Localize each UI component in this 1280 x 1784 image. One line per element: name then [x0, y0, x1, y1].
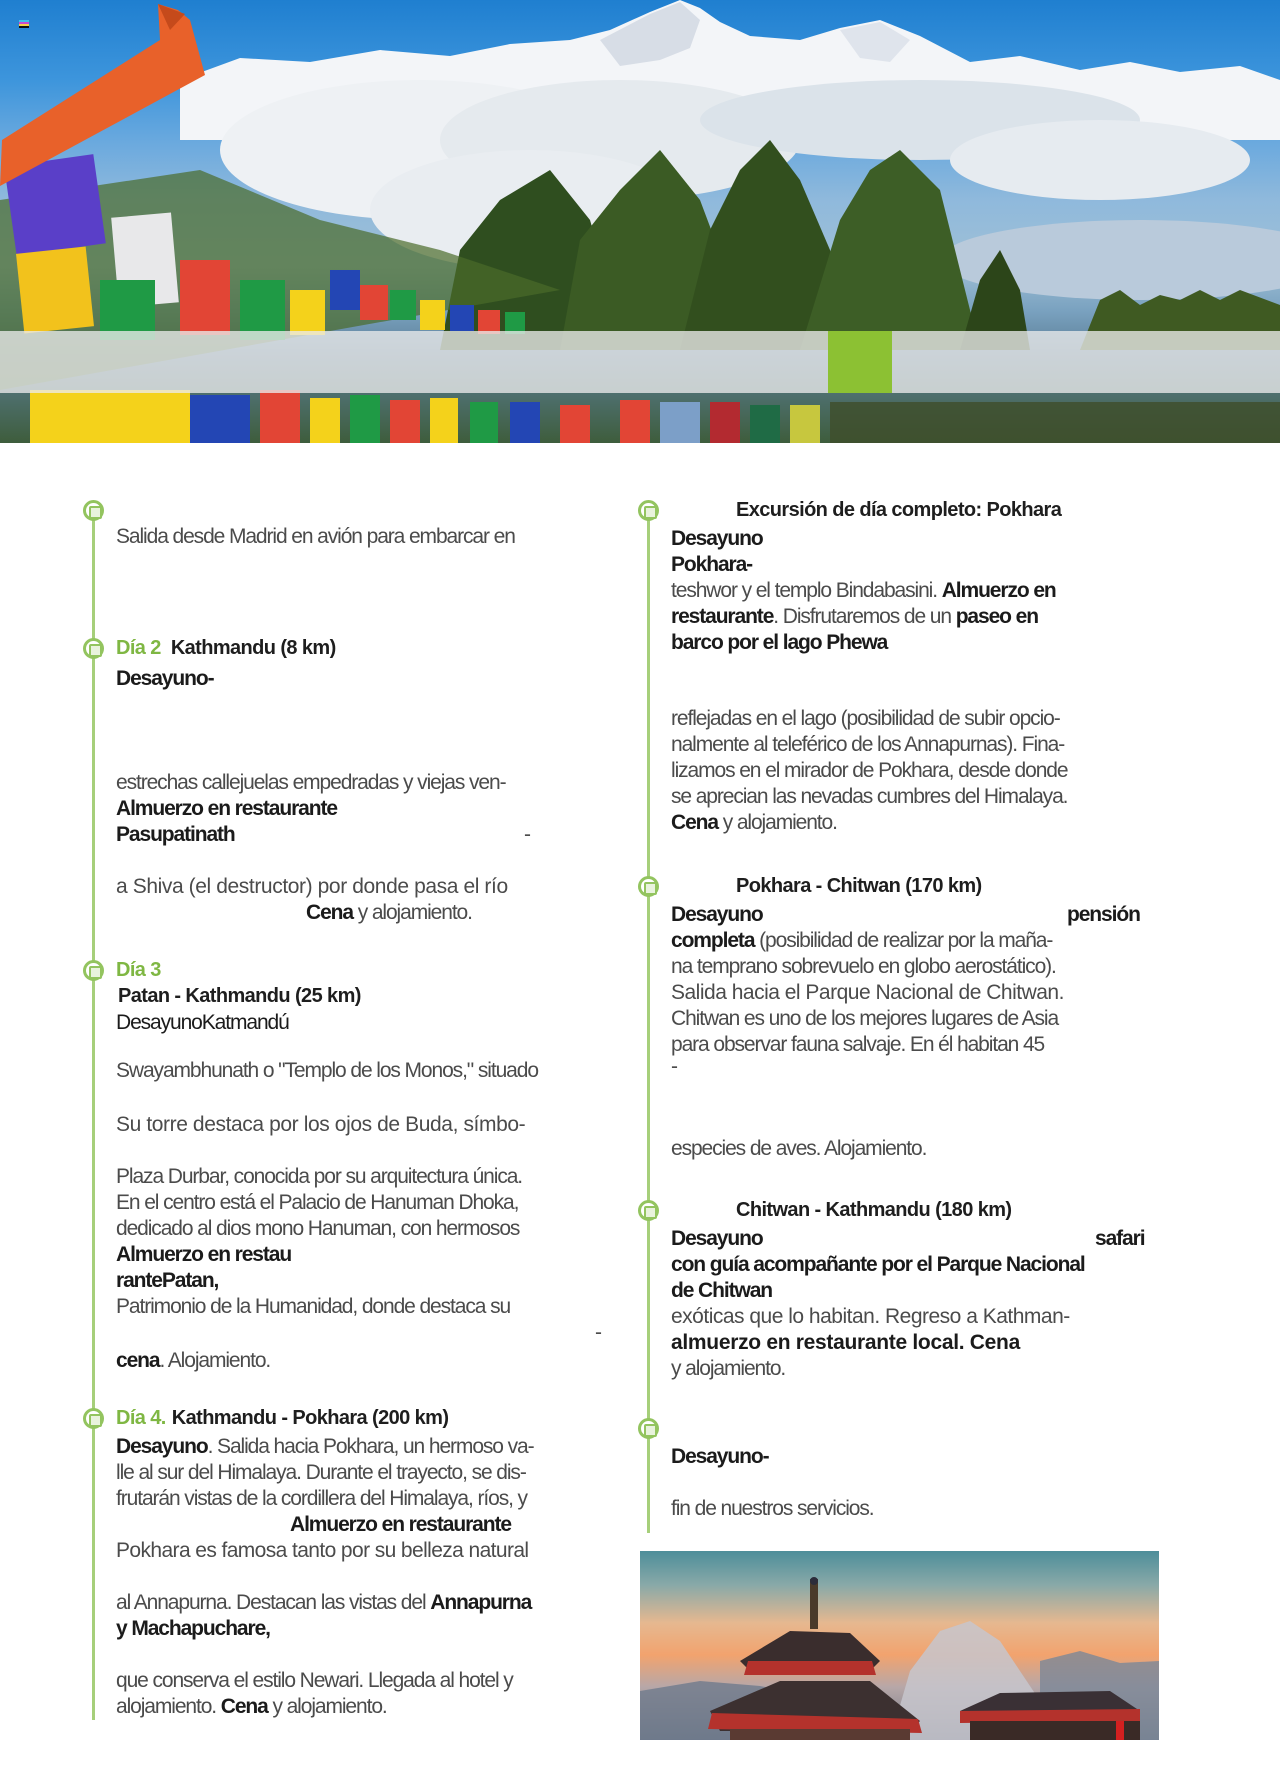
timeline-node-icon	[83, 638, 104, 659]
day2-line: Desayuno-	[116, 667, 214, 690]
day7-line: y alojamiento.	[671, 1357, 786, 1380]
day8-line: Desayuno-	[671, 1445, 769, 1468]
hero-image	[0, 0, 1280, 443]
day3-line: Su torre destaca por los ojos de Buda, símbo-	[116, 1113, 526, 1136]
temple-photo	[640, 1551, 1159, 1740]
day3-label-row	[116, 957, 171, 983]
day2-line: estrechas callejuelas empedradas y viejas ven-	[116, 771, 506, 794]
timeline-node-icon	[638, 1200, 659, 1221]
day5-text: teshwor y el templo Bindabasini.	[671, 579, 942, 602]
timeline-node-icon	[83, 500, 104, 521]
day6-line: -	[671, 1055, 677, 1078]
day4-line: que conserva el estilo Newari. Llegada al hotel y	[116, 1669, 513, 1692]
day5-line: Desayuno	[671, 527, 763, 550]
day5-line: barco por el lago Phewa	[671, 631, 888, 654]
timeline-rail	[647, 510, 650, 1533]
alojamiento-text: y alojamiento.	[267, 1695, 387, 1718]
day3-line: Patrimonio de la Humanidad, donde destaca su	[116, 1295, 511, 1318]
day6-title: Pokhara - Chitwan (170 km)	[736, 875, 982, 897]
alojamiento-text: alojamiento.	[116, 1695, 221, 1718]
day7-title: Chitwan - Kathmandu (180 km)	[736, 1199, 1012, 1221]
temple-graphic	[640, 1551, 1159, 1740]
desayuno-label: Desayuno	[116, 1011, 202, 1034]
day4-line: lle al sur del Himalaya. Durante el trayecto, se dis-	[116, 1461, 526, 1484]
day5-line	[671, 810, 837, 836]
day3-line: dedicado al dios mono Hanuman, con hermosos	[116, 1217, 520, 1240]
day7-line: de Chitwan	[671, 1279, 773, 1302]
restaurante-label: restaurante	[671, 605, 774, 628]
day2-title: Kathmandu (8 km)	[170, 637, 336, 659]
itinerary-right-column	[647, 490, 1167, 1525]
day2-line: -	[524, 823, 530, 846]
day3-line: -	[595, 1321, 601, 1344]
paseo-label: paseo en	[955, 605, 1038, 628]
day5-line	[671, 578, 1056, 604]
day4-text: al Annapurna. Destacan las vistas del	[116, 1591, 431, 1614]
day3-line: En el centro está el Palacio de Hanuman Dhoka,	[116, 1191, 519, 1214]
day4-heading	[116, 1405, 448, 1431]
day7-line: con guía acompañante por el Parque Nacional	[671, 1253, 1085, 1276]
timeline-node-icon	[638, 876, 659, 897]
day5-text: . Disfrutaremos de un	[773, 605, 956, 628]
day3-title: Patan - Kathmandu (25 km)	[118, 985, 361, 1007]
day3-line	[116, 1010, 289, 1036]
day3-line: Plaza Durbar, conocida por su arquitectura única.	[116, 1165, 523, 1188]
cena-label: Cena	[220, 1695, 268, 1718]
annapurna-label: Annapurna	[430, 1591, 532, 1614]
day6-line: Desayuno	[671, 903, 763, 926]
day4-line: Pokhara es famosa tanto por su belleza natural	[116, 1539, 529, 1562]
day3-line: Swayambhunath o "Templo de los Monos," situado	[116, 1059, 538, 1082]
day6-line	[671, 928, 1052, 954]
day5-title: Excursión de día completo: Pokhara	[736, 499, 1062, 521]
day4-line	[116, 1590, 531, 1616]
timeline-rail	[92, 510, 95, 1720]
day5-line: lizamos en el mirador de Pokhara, desde donde	[671, 759, 1068, 782]
orange-ribbon	[0, 0, 210, 190]
day6-line: Chitwan es uno de los mejores lugares de Asia	[671, 1007, 1059, 1030]
almuerzo-label: Almuerzo en	[941, 579, 1056, 602]
day4-line: y Machapuchare,	[116, 1617, 270, 1640]
day5-line: nalmente al teleférico de los Annapurnas). Fina-	[671, 733, 1065, 756]
day8-line: fin de nuestros servicios.	[671, 1497, 874, 1520]
flag-icon	[19, 20, 29, 30]
cena-label: Cena	[671, 811, 718, 834]
day3-line: Almuerzo en restau	[116, 1243, 292, 1266]
day2-line: a Shiva (el destructor) por donde pasa el río	[116, 875, 508, 898]
title-band-accent	[828, 331, 892, 393]
day6-line: pensión	[1067, 903, 1140, 926]
day2-label: Día 2	[116, 637, 161, 659]
day7-line: safari	[1095, 1227, 1145, 1250]
day6-line: na temprano sobrevuelo en globo aerostático).	[671, 955, 1056, 978]
day4-text: . Salida hacia Pokhara, un hermoso va-	[207, 1435, 534, 1458]
katmandu-text: Katmandú	[201, 1011, 289, 1034]
timeline-node-icon	[638, 1418, 659, 1439]
day4-line: frutarán vistas de la cordillera del Himalaya, ríos, y	[116, 1487, 527, 1510]
day7-line: almuerzo en restaurante local. Cena	[671, 1331, 1020, 1354]
day5-line	[671, 604, 1038, 630]
day4-label: Día 4.	[116, 1407, 166, 1429]
alojamiento-text: y alojamiento.	[717, 811, 837, 834]
cena-label: cena	[116, 1349, 160, 1372]
day3-line	[116, 1348, 270, 1374]
day2-line: Almuerzo en restaurante	[116, 797, 337, 820]
patan-text: Patan,	[161, 1269, 219, 1292]
day4-line: Almuerzo en restaurante	[290, 1513, 511, 1536]
alojamiento-text: . Alojamiento.	[159, 1349, 271, 1372]
day6-line: Salida hacia el Parque Nacional de Chitwan.	[671, 981, 1064, 1004]
title-band	[0, 331, 1280, 393]
timeline-node-icon	[83, 960, 104, 981]
day4-line	[116, 1434, 533, 1460]
day4-title: Kathmandu - Pokhara (200 km)	[171, 1407, 449, 1429]
day6-line: especies de aves. Alojamiento.	[671, 1137, 927, 1160]
alojamiento-text: y alojamiento.	[357, 901, 472, 924]
completa-label: completa	[671, 929, 755, 952]
day2-heading	[116, 635, 336, 661]
day2-line: Pasupatinath	[116, 823, 235, 846]
day1-text: Salida desde Madrid en avión para embarcar en	[116, 525, 515, 548]
day3-label: Día 3	[116, 959, 161, 981]
desayuno-label: Desayuno	[116, 1435, 208, 1458]
day5-line: se aprecian las nevadas cumbres del Himalaya.	[671, 785, 1068, 808]
day5-line: Pokhara-	[671, 553, 753, 576]
day6-line: para observar fauna salvaje. En él habitan 45	[671, 1033, 1045, 1056]
timeline-node-icon	[83, 1408, 104, 1429]
cena-label: Cena	[306, 901, 353, 924]
timeline-node-icon	[638, 500, 659, 521]
day4-line	[116, 1694, 387, 1720]
day7-line: exóticas que lo habitan. Regreso a Kathman-	[671, 1305, 1070, 1328]
day7-line: Desayuno	[671, 1227, 763, 1250]
day3-line	[116, 1268, 218, 1294]
rante-text: rante	[116, 1269, 162, 1292]
day2-line	[306, 900, 472, 926]
day6-text: (posibilidad de realizar por la maña-	[754, 929, 1053, 952]
itinerary-left-column	[92, 490, 612, 1730]
day5-line: reflejadas en el lago (posibilidad de subir opcio-	[671, 707, 1060, 730]
